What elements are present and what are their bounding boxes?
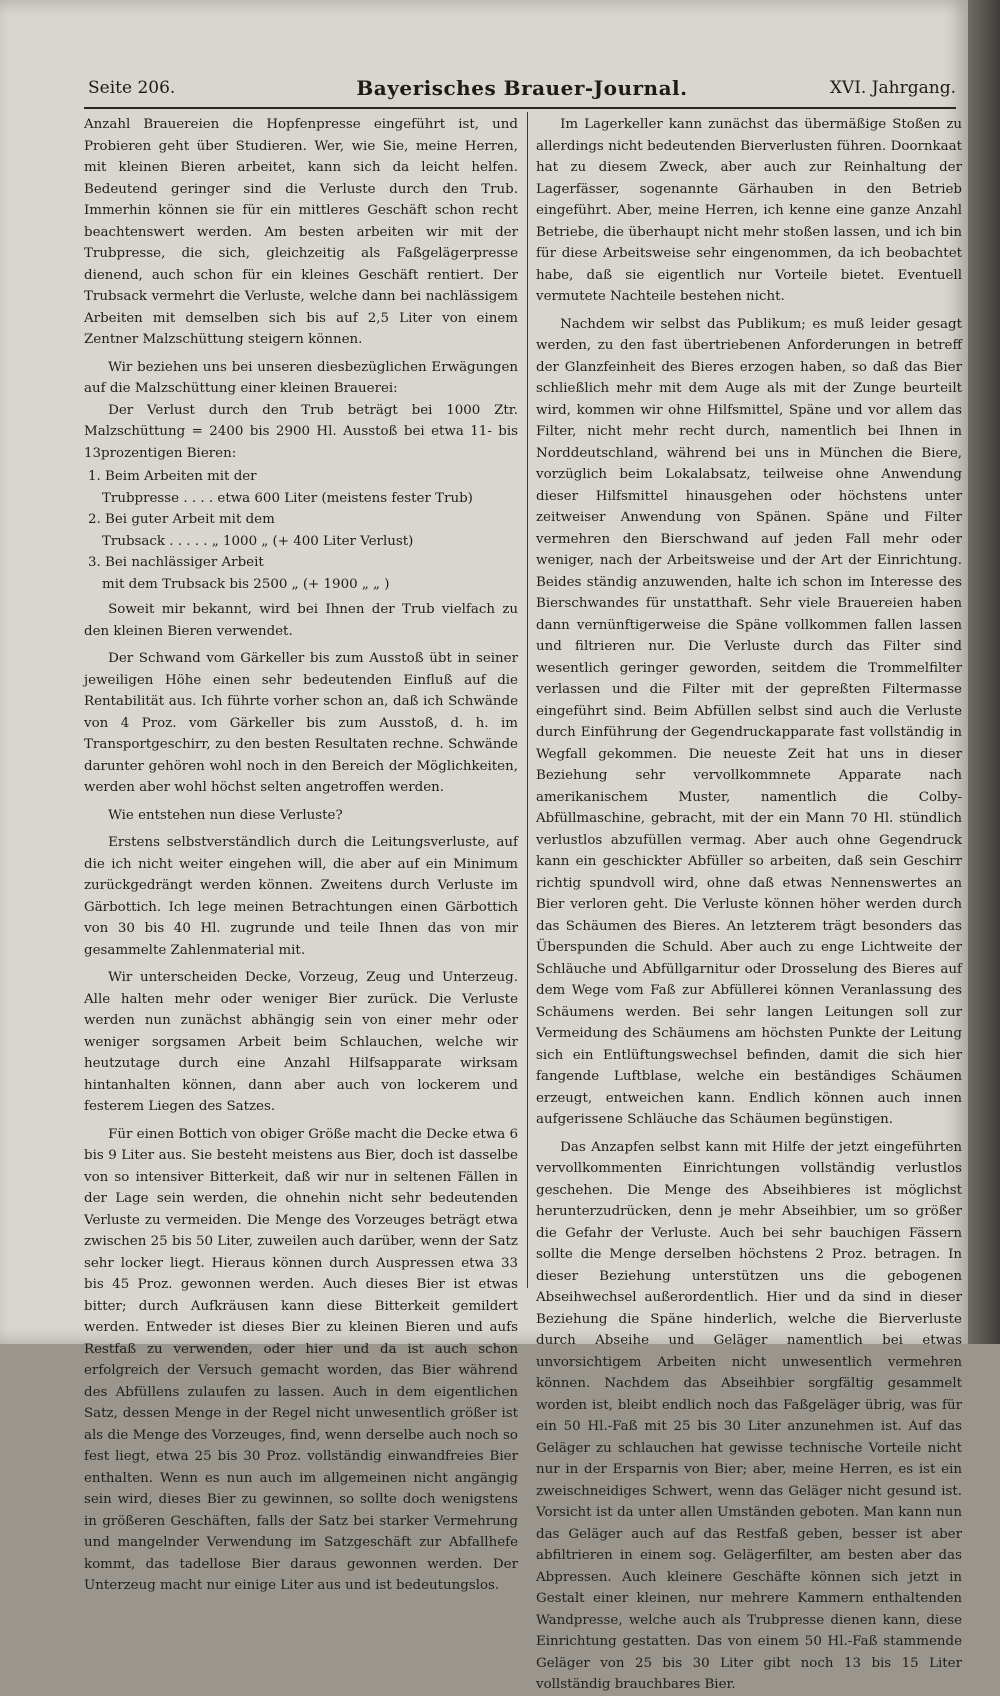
page-number: Seite 206. (88, 78, 176, 98)
left-column (84, 114, 518, 1597)
loss-list (84, 466, 518, 595)
paragraph: Nachdem wir selbst das Publikum; es muß leider gesagt werden, zu den fast übertriebenen Anforderungen in betreff der Glanzfeinheit des Bieres erzogen haben, so daß das Bier schließlich mehr mit dem Auge als mit der Zunge beurteilt wird, kommen wir ohne Hilfsmittel, Späne und vor allem das Filter, nicht mehr recht durch, namentlich bei Ihnen in Norddeutschland, während bei uns in München die Biere, vorzüglich beim Lokalabsatz, teilweise ohne Anwendung dieser Hilfsmittel hinausgehen oder höchstens unter zeitweiser Anwendung von Spänen. Späne und Filter vermehren den Bierschwand auf jeden Fall mehr oder weniger, nach der Arbeitsweise und der Art der Einrichtung. Beides ständig anzuwenden, halte ich schon im Interesse des Bierschwandes für unstatthaft. Sehr viele Brauereien haben dann vernünftigerweise die Späne vollkommen fallen lassen und filtrieren nur. Die Verluste durch das Filter sind wesentlich geringer geworden, seitdem die Trommelfilter verlassen und die Filter mit der gepreßten Filtermasse eingeführt sind. Beim Abfüllen selbst sind auch die Verluste durch Einführung der Gegendruckapparate fast vollständig in Wegfall gekommen. Die neueste Zeit hat uns in dieser Beziehung sehr vervollkommnete Apparate nach amerikanischem Muster, namentlich die Colby-Abfüllmaschine, gebracht, mit der ein Mann 70 Hl. stündlich verlustlos abzufüllen vermag. Aber auch ohne Gegendruck kann ein geschickter Abfüller so arbeiten, daß sein Geschirr richtig spundvoll wird, ohne daß etwas Nennenswertes an Bier verloren geht. Die Verluste können höher werden durch das Schäumen des Bieres. An letzterem trägt besonders das Überspunden die Schuld. Aber auch zu enge Lichtweite der Schläuche und Abfüllgarnitur oder Drosselung des Bieres auf dem Wege vom Faß zur Abfüllerei können Veranlassung des Schäumens werden. Bei sehr langen Leitungen soll zur Vermeidung des Schäumens am höchsten Punkte der Leitung sich ein Entlüftungswechsel befinden, damit die sich hier fangende Luftblase, welche ein beständiges Schäumen erzeugt, entweichen kann. Endlich können auch innen aufgerissene Schläuche das Schäumen begünstigen. (536, 316, 962, 1127)
paragraph: Das Anzapfen selbst kann mit Hilfe der jetzt eingeführten vervollkommenten Einrichtungen vollständig verlustlos geschehen. Die Menge des Abseihbieres ist möglichst herunterzudrücken, denn je mehr Abseihbier, um so größer die Gefahr der Verluste. Auch bei sehr bauchigen Fässern sollte die Menge derselben höchstens 2 Proz. betragen. In dieser Beziehung unterstützen uns die gebogenen Abseihwechsel außerordentlich. Hier und da sind in dieser Beziehung die Späne hinderlich, welche die Bierverluste durch Abseihe und Geläger namentlich bei etwas unvorsichtigem Arbeiten nicht unwesentlich vermehren können. Nachdem das Abseihbier sorgfältig gesammelt worden ist, bleibt endlich noch das Faßgeläger übrig, was für ein 50 Hl.-Faß mit 25 bis 30 Liter anzunehmen ist. Auf das Geläger zu schlauchen hat gewisse technische Vorteile nicht nur in der Ersparnis von Bier; aber, meine Herren, es ist ein zweischneidiges Schwert, wenn das Geläger nicht gesund ist. Vorsicht ist da unter allen Umständen geboten. Man kann nun das Geläger auch auf das Restfaß geben, besser ist aber abfiltrieren in einem sog. Gelägerfilter, am besten aber das Abpressen. Auch kleinere Geschäfte können sich jetzt in Gestalt einer kleinen, nur mehrere Kammern enthaltenden Wandpresse, welche auch als Trubpresse dienen kann, diese Einrichtung gestatten. Das von einem 50 Hl.-Faß stammende Geläger von 25 bis 30 Liter gibt noch 13 bis 15 Liter vollständig brauchbares Bier. (536, 1139, 962, 1692)
paragraph: Im Lagerkeller kann zunächst das übermäßige Stoßen zu allerdings nicht bedeutenden Bierverlusten führen. Doornkaat hat zu diesem Zweck, aber auch zur Reinhaltung der Lagerfässer, sogenannte Gärhauben in den Betrieb eingeführt. Aber, meine Herren, ich kenne eine ganze Anzahl Betriebe, die überhaupt nicht mehr stoßen lassen, und ich bin für diese Arbeitsweise sehr eingenommen, da ich beobachtet habe, daß sie eigentlich nur Vorteile bietet. Eventuell vermutete Nachteile bestehen nicht. (536, 117, 962, 304)
list-item: Trubsack . . . . . „ 1000 „ (+ 400 Liter Verlust) (102, 533, 414, 549)
list-item: Trubpresse . . . . etwa 600 Liter (meistens fester Trub) (102, 490, 473, 506)
paragraph: Wir beziehen uns bei unseren diesbezüglichen Erwägungen auf die Malzschüttung einer kleinen Brauerei: (84, 359, 518, 396)
list-item: 1. Beim Arbeiten mit der (88, 469, 257, 484)
list-item: 2. Bei guter Arbeit mit dem (88, 512, 275, 527)
page-header (88, 76, 956, 104)
paragraph: Wir unterscheiden Decke, Vorzeug, Zeug und Unterzeug. Alle halten mehr oder weniger Bier zurück. Die Verluste werden nun zunächst abhängig sein von einer mehr oder weniger sorgsamen Arbeit beim Schlauchen, welche wir heutzutage durch eine Anzahl Hilfsapparate wirksam hintanhalten können, dann aber auch von lockerem und festerem Liegen des Satzes. (84, 970, 518, 1114)
journal-title: Bayerisches Brauer-Journal. (356, 76, 688, 100)
section-question: Wie entstehen nun diese Verluste? (108, 807, 343, 823)
header-rule (84, 107, 956, 109)
paragraph: Der Verlust durch den Trub beträgt bei 1000 Ztr. Malzschüttung = 2400 bis 2900 Hl. Ausstoß bei etwa 11- bis 13prozentigen Bieren: (84, 402, 518, 461)
paragraph: Für einen Bottich von obiger Größe macht die Decke etwa 6 bis 9 Liter aus. Sie besteht meistens aus Bier, doch ist dasselbe von so intensiver Bitterkeit, daß wir nur in seltenen Fällen in der Lage sein werden, die ohnehin nicht sehr bedeutenden Verluste zu vermeiden. Die Menge des Vorzeuges beträgt etwa zwischen 25 bis 50 Liter, zuweilen auch darüber, wenn der Satz sehr locker liegt. Hieraus können durch Auspressen etwa 33 bis 45 Proz. gewonnen werden. Auch dieses Bier ist etwas bitter; durch Aufkräusen kann diese Bitterkeit gemildert werden. Entweder ist dieses Bier zu kleinen Bieren und aufs Restfaß zu verwenden, oder hier und da ist auch schon erfolgreich der Versuch gemacht worden, das Bier während des Abfüllens zulaufen zu lassen. Auch in dem eigentlichen Satz, dessen Menge in der Regel nicht unwesentlich größer ist als die Menge des Vorzeuges, find, wenn derselbe auch noch so fest liegt, etwa 25 bis 30 Proz. vollständig einwandfreies Bier enthalten. Wenn es nun auch im allgemeinen nicht angängig sein wird, dieses Bier zu gewinnen, so sollte doch wenigstens in größeren Geschäften, falls der Satz bei starker Vermehrung und mangelnder Verwendung im Satzgeschäft zur Abfallhefe kommt, das tadellose Bier daraus gewonnen werden. Der Unterzeug macht nur einige Liter aus und ist bedeutungslos. (84, 1126, 518, 1593)
page-edge (968, 0, 1000, 1344)
paragraph: Soweit mir bekannt, wird bei Ihnen der Trub vielfach zu den kleinen Bieren verwendet. (84, 602, 518, 639)
paragraph: Der Schwand vom Gärkeller bis zum Ausstoß übt in seiner jeweiligen Höhe einen sehr bedeutenden Einfluß auf die Rentabilität aus. Ich führte vorher schon an, daß ich Schwände von 4 Proz. vom Gärkeller bis zum Ausstoß, d. h. im Transportgeschirr, zu den besten Resultaten rechne. Schwände darunter gehören wohl noch in den Bereich der Möglichkeiten, werden aber wohl höchst selten angetroffen werden. (84, 651, 518, 795)
list-item: 3. Bei nachlässiger Arbeit (88, 555, 264, 570)
column-divider (527, 112, 528, 1288)
right-column (536, 114, 962, 1696)
paragraph: Anzahl Brauereien die Hopfenpresse eingeführt ist, und Probieren geht über Studieren. Wer, wie Sie, meine Herren, mit kleinen Bieren arbeitet, kann sich da leicht helfen. Bedeutend geringer sind die Verluste durch den Trub. Immerhin können sie für ein mittleres Geschäft schon recht beachtenswert werden. Am besten arbeiten wir mit der Trubpresse, die sich, gleichzeitig als Faßgelägerpresse dienend, auch schon für ein kleines Geschäft rentiert. Der Trubsack vermehrt die Verluste, welche dann bei nachlässigem Arbeiten mit demselben sich bis auf 2,5 Liter von einem Zentner Malzschüttung steigern können. (84, 117, 518, 347)
list-item: mit dem Trubsack bis 2500 „ (+ 1900 „ „ ) (102, 576, 390, 592)
volume-label: XVI. Jahrgang. (829, 78, 956, 98)
paragraph: Erstens selbstverständlich durch die Leitungsverluste, auf die ich nicht weiter eingehen will, die aber auf ein Minimum zurückgedrängt werden können. Zweitens durch Verluste im Gärbottich. Ich lege meinen Betrachtungen einen Gärbottich von 30 bis 40 Hl. zugrunde und teile Ihnen das von mir gesammelte Zahlenmaterial mit. (84, 835, 518, 958)
